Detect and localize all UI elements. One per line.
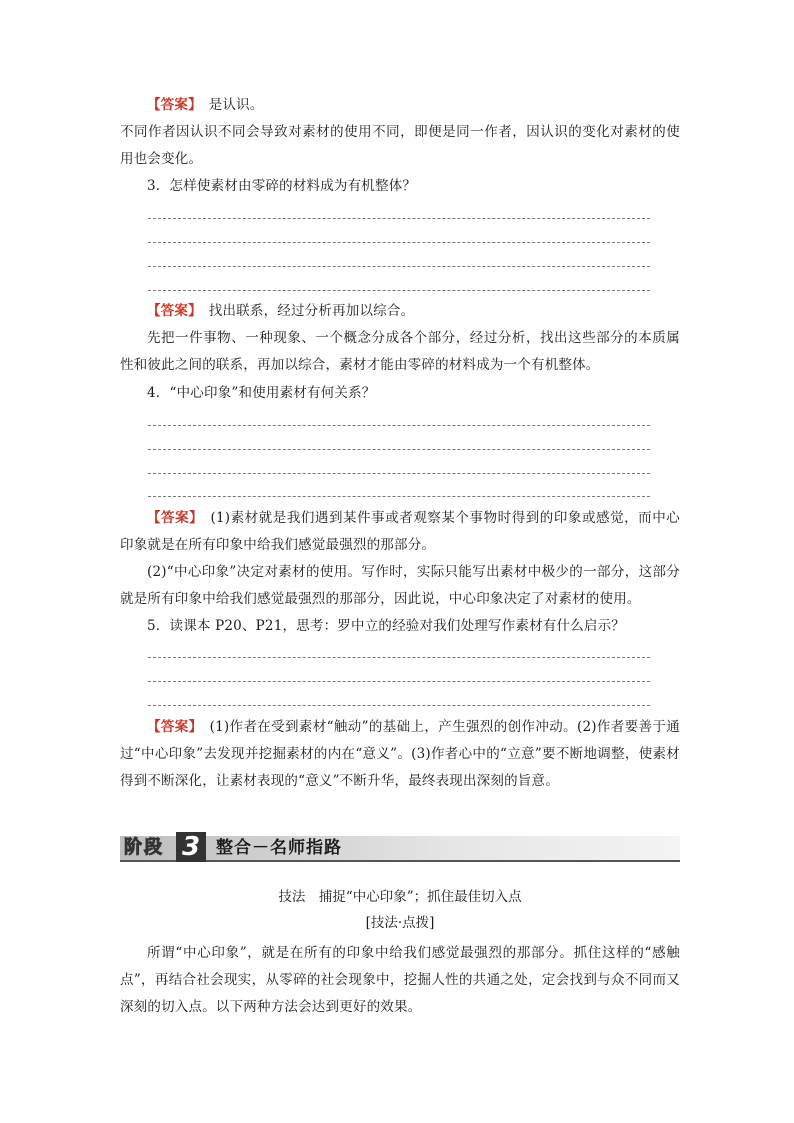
- answer-line: [148, 681, 650, 682]
- answer-text: (1)素材就是我们遇到某件事或者观察某个事物时得到的印象或感觉，而中心印象就是在所有印象中给我们感觉最强烈的那部分。: [120, 510, 680, 553]
- answer-4-explanation: (2)“中心印象”决定对素材的使用。写作时，实际只能写出素材中极少的一部分，这部分就是所有印象中给我们感觉最强烈的那部分，因此说，中心印象决定了对素材的使用。: [120, 564, 680, 607]
- question-4: 4．“中心印象”和使用素材有何关系？: [147, 385, 376, 401]
- answer-3: [120, 298, 680, 325]
- question-5: 5．读课本 P20、P21，思考：罗中立的经验对我们处理写作素材有什么启示？: [147, 618, 626, 634]
- answer-line: [148, 266, 650, 267]
- answer-text: (1)作者在受到素材“触动”的基础上，产生强烈的创作冲动。(2)作者要善于通过“中心印象”去发现并挖掘素材的内在“意义”。(3)作者心中的“立意”要不断地调整，使素材得到不断深化，让素材表现的“意义”不断升华，最终表现出深刻的旨意。: [120, 719, 680, 789]
- answer-5: [120, 714, 680, 795]
- stage-label: 阶段: [124, 837, 164, 858]
- answer-line: [148, 496, 650, 497]
- technique-title: 技法 捕捉“中心印象”；抓住最佳切入点: [278, 889, 522, 905]
- answer-line: [148, 425, 650, 426]
- technique-subtitle: [技法·点拨]: [365, 915, 435, 931]
- answer-line: [148, 473, 650, 474]
- answer-label: 【答案】: [147, 510, 197, 526]
- answer-line: [148, 705, 650, 706]
- answer-text: 是认识。: [208, 97, 264, 113]
- section-header: [120, 832, 680, 862]
- question-3: 3．怎样使素材由零碎的材料成为有机整体？: [147, 178, 417, 194]
- answer-line: [148, 657, 650, 658]
- answer-label: 【答案】: [147, 303, 196, 319]
- answer-text: 找出联系，经过分析再加以综合。: [208, 303, 415, 319]
- answer-label: 【答案】: [147, 719, 196, 735]
- answer-line: [148, 218, 650, 219]
- answer-line: [148, 242, 650, 243]
- answer-line: [148, 449, 650, 450]
- answer-2: [120, 92, 680, 119]
- stage-number: 3: [176, 832, 206, 862]
- section-title: 整合－名师指路: [216, 838, 342, 858]
- answer-4: [120, 505, 680, 559]
- answer-3-explanation: 先把一件事物、一种现象、一个概念分成各个部分，经过分析，找出这些部分的本质属性和彼此之间的联系，再加以综合，素材才能由零碎的材料成为一个有机整体。: [120, 330, 680, 373]
- answer-2-explanation: 不同作者因认识不同会导致对素材的使用不同，即便是同一作者，因认识的变化对素材的使用也会变化。: [120, 124, 680, 167]
- answer-line: [148, 290, 650, 291]
- technique-paragraph: 所谓“中心印象”，就是在所有的印象中给我们感觉最强烈的那部分。抓住这样的“感触点”，再结合社会现实，从零碎的社会现象中，挖掘人性的共通之处，定会找到与众不同而又深刻的切入点。以下两种方法会达到更好的效果。: [120, 945, 680, 1015]
- answer-label: 【答案】: [147, 97, 196, 113]
